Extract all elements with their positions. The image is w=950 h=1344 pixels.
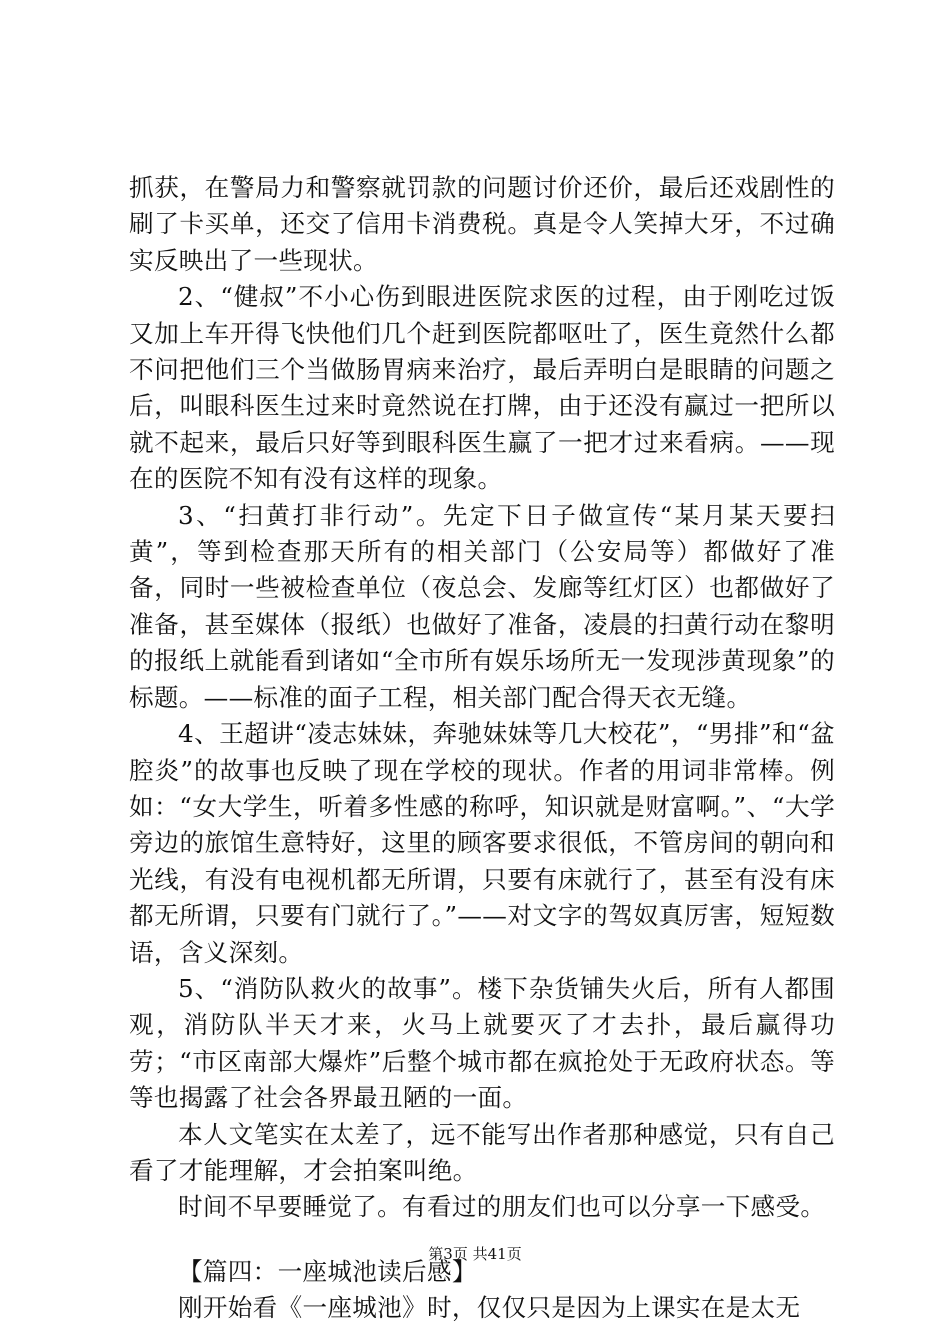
- paragraph-item-2: 2、“健叔”不小心伤到眼进医院求医的过程，由于刚吃过饭又加上车开得飞快他们几个赶到医院都呕吐了，医生竟然什么都不问把他们三个当做肠胃病来治疗，最后弄明白是眼睛的问题之后，叫眼科医生过来时竟然说在打牌，由于还没有赢过一把所以就不起来，最后只好等到眼科医生赢了一把才过来看病。——现在的医院不知有没有这样的现象。: [129, 282, 835, 494]
- section-heading: 【篇四：一座城池读后感】: [178, 1256, 477, 1286]
- paragraph-continuation: 抓获，在警局力和警察就罚款的问题讨价还价，最后还戏剧性的刷了卡买单，还交了信用卡消费税。真是令人笑掉大牙，不过确实反映出了一些现状。: [129, 173, 835, 275]
- paragraph-item-5: 5、“消防队救火的故事”。楼下杂货铺失火后，所有人都围观，消防队半天才来，火马上就要灭了才去扑，最后赢得功劳；“市区南部大爆炸”后整个城市都在疯抢处于无政府状态。等等也揭露了社会各界最丑陋的一面。: [129, 973, 835, 1113]
- paragraph-item-4: 4、王超讲“凌志妹妹，奔驰妹妹等几大校花”，“男排”和“盆腔炎”的故事也反映了现在学校的现状。作者的用词非常棒。例如：“女大学生，听着多性感的称呼，知识就是财富啊。”、“大学旁边的旅馆生意特好，这里的顾客要求很低，不管房间的朝向和光线，有没有电视机都无所谓，只要有床就行了，甚至有没有床都无所谓，只要有门就行了。”——对文字的驾奴真厉害，短短数语，含义深刻。: [129, 719, 835, 967]
- section-first-paragraph: 刚开始看《一座城池》时，仅仅只是因为上课实在是太无: [178, 1293, 801, 1323]
- paragraph-closing: 时间不早要睡觉了。有看过的朋友们也可以分享一下感受。: [178, 1192, 826, 1222]
- page-number-footer: 第3页 共41页: [428, 1245, 522, 1263]
- paragraph-author-comment: 本人文笔实在太差了，远不能写出作者那种感觉，只有自己看了才能理解，才会拍案叫绝。: [129, 1119, 835, 1185]
- paragraph-item-3: 3、“扫黄打非行动”。先定下日子做宣传“某月某天要扫黄”，等到检查那天所有的相关部门（公安局等）都做好了准备，同时一些被检查单位（夜总会、发廊等红灯区）也都做好了准备，甚至媒体（报纸）也做好了准备，凌晨的扫黄行动在黎明的报纸上就能看到诸如“全市所有娱乐场所无一发现涉黄现象”的标题。——标准的面子工程，相关部门配合得天衣无缝。: [129, 500, 835, 712]
- document-body: [129, 170, 835, 1327]
